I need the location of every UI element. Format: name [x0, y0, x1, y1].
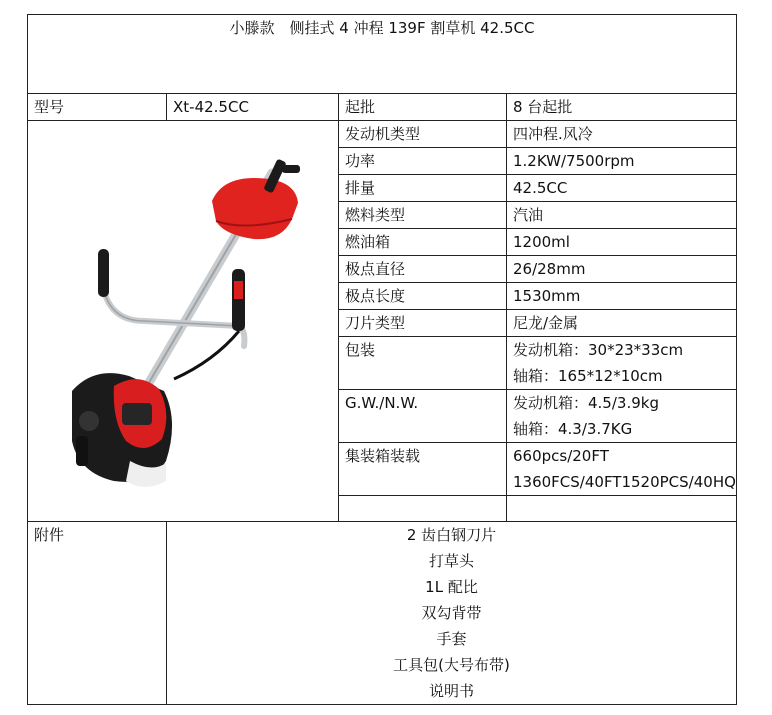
container-line: 1360FCS/40FT1520PCS/40HQ: [513, 473, 736, 491]
weight-label: G.W./N.W.: [339, 390, 507, 443]
attachments-list: [167, 522, 737, 705]
attachment-item: 说明书: [428, 682, 474, 700]
brush-cutter-image: [34, 121, 334, 511]
spec-row: [28, 121, 737, 148]
spec-label: 功率: [339, 148, 507, 175]
packing-line: 轴箱：165*12*10cm: [513, 367, 663, 385]
packing-label: 包装: [339, 337, 507, 390]
container-label: 集装箱装载: [339, 443, 507, 496]
spec-label: 排量: [339, 175, 507, 202]
spec-label: 发动机类型: [339, 121, 507, 148]
weight-line: 发动机箱：4.5/3.9kg: [513, 394, 659, 412]
moq-label: 起批: [339, 94, 507, 121]
empty-cell: [339, 496, 507, 522]
attachment-item: 手套: [436, 630, 467, 648]
spec-value: 四冲程.风冷: [507, 121, 737, 148]
attachment-item: 2 齿白钢刀片: [406, 526, 497, 544]
empty-cell: [507, 496, 737, 522]
spec-value: 汽油: [507, 202, 737, 229]
product-image-cell: [28, 121, 339, 522]
model-value: Xt-42.5CC: [167, 94, 339, 121]
packing-line: 发动机箱：30*23*33cm: [513, 341, 684, 359]
spec-sheet: [27, 14, 736, 707]
moq-value: 8 台起批: [507, 94, 737, 121]
attachment-item: 打草头: [428, 552, 474, 570]
spec-table: [27, 14, 737, 705]
spec-label: 极点直径: [339, 256, 507, 283]
weight-value: [507, 390, 737, 443]
attachment-item: 1L 配比: [425, 578, 478, 596]
model-row: [28, 94, 737, 121]
container-line: 660pcs/20FT: [513, 447, 609, 465]
packing-value: [507, 337, 737, 390]
spec-value: 尼龙/金属: [507, 310, 737, 337]
spec-label: 刀片类型: [339, 310, 507, 337]
attachment-item: 工具包(大号布带): [393, 656, 510, 674]
spec-value: 1.2KW/7500rpm: [507, 148, 737, 175]
attachments-row: [28, 522, 737, 705]
container-value: [507, 443, 737, 496]
weight-line: 轴箱：4.3/3.7KG: [513, 420, 633, 438]
spec-value: 1530mm: [507, 283, 737, 310]
title-row: [28, 15, 737, 94]
spec-label: 极点长度: [339, 283, 507, 310]
spec-label: 燃油箱: [339, 229, 507, 256]
spec-value: 1200ml: [507, 229, 737, 256]
document-title: 小滕款 侧挂式 4 冲程 139F 割草机 42.5CC: [28, 15, 737, 94]
spec-label: 燃料类型: [339, 202, 507, 229]
attachment-item: 双勾背带: [421, 604, 482, 622]
spec-value: 42.5CC: [507, 175, 737, 202]
model-label: 型号: [28, 94, 167, 121]
attachments-label: 附件: [28, 522, 167, 705]
spec-value: 26/28mm: [507, 256, 737, 283]
